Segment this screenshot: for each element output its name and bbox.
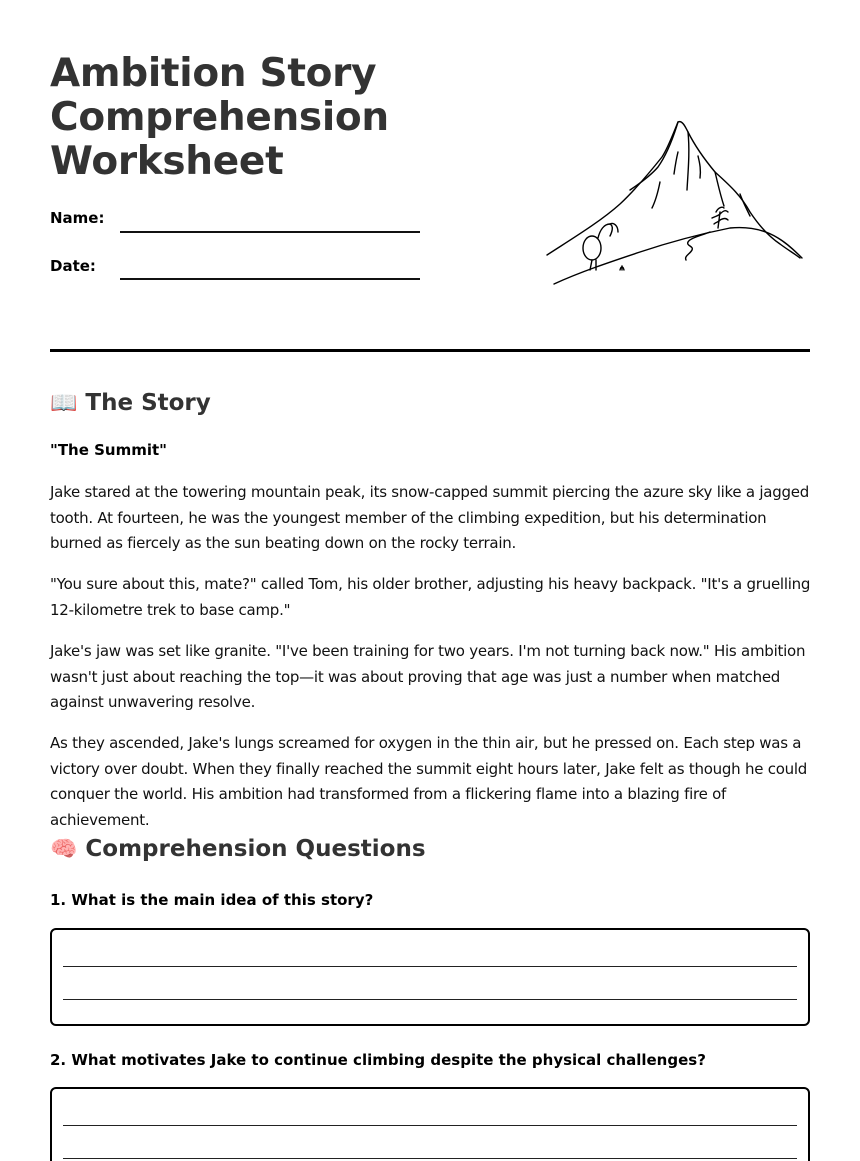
questions-section-heading <box>50 836 426 862</box>
answer-line <box>63 966 797 967</box>
story-body <box>50 480 812 849</box>
name-label: Name: <box>50 209 105 227</box>
question-1: 1. What is the main idea of this story? <box>50 891 374 909</box>
answer-box-2[interactable] <box>50 1087 810 1161</box>
mountain-climber-illustration-icon <box>540 112 810 292</box>
story-paragraph: As they ascended, Jake's lungs screamed for oxygen in the thin air, but he pressed on. Each step was a victory over doubt. When they finally reached the summit eight hours later, Jake felt as though he could conquer the world. His ambition had transformed from a flickering flame into a blazing fire of achievement. <box>50 734 808 830</box>
story-paragraph: Jake's jaw was set like granite. "I've been training for two years. I'm not turning back now." His ambition wasn't just about reaching the top—it was about proving that age was just a number when matched against unwavering resolve. <box>50 641 806 712</box>
brain-icon: 🧠 <box>50 836 78 862</box>
questions-heading-text: Comprehension Questions <box>85 836 426 862</box>
worksheet-title: Ambition Story Comprehension Worksheet <box>50 51 389 184</box>
answer-line <box>63 999 797 1000</box>
answer-box-1[interactable] <box>50 928 810 1026</box>
story-heading-text: The Story <box>85 390 211 416</box>
open-book-icon: 📖 <box>50 390 78 416</box>
story-title: "The Summit" <box>50 441 167 459</box>
answer-line <box>63 1158 797 1159</box>
story-paragraph: "You sure about this, mate?" called Tom, his older brother, adjusting his heavy backpack. "It's a gruelling 12-kilometre trek to base camp." <box>50 575 811 619</box>
date-label: Date: <box>50 257 96 275</box>
story-section-heading <box>50 390 211 416</box>
answer-line <box>63 1125 797 1126</box>
date-field[interactable] <box>120 278 420 280</box>
question-2: 2. What motivates Jake to continue climbing despite the physical challenges? <box>50 1051 706 1069</box>
name-field[interactable] <box>120 231 420 233</box>
header-divider <box>50 349 810 352</box>
story-paragraph: Jake stared at the towering mountain peak, its snow-capped summit piercing the azure sky like a jagged tooth. At fourteen, he was the youngest member of the climbing expedition, but his determination burned as fiercely as the sun beating down on the rocky terrain. <box>50 483 810 553</box>
